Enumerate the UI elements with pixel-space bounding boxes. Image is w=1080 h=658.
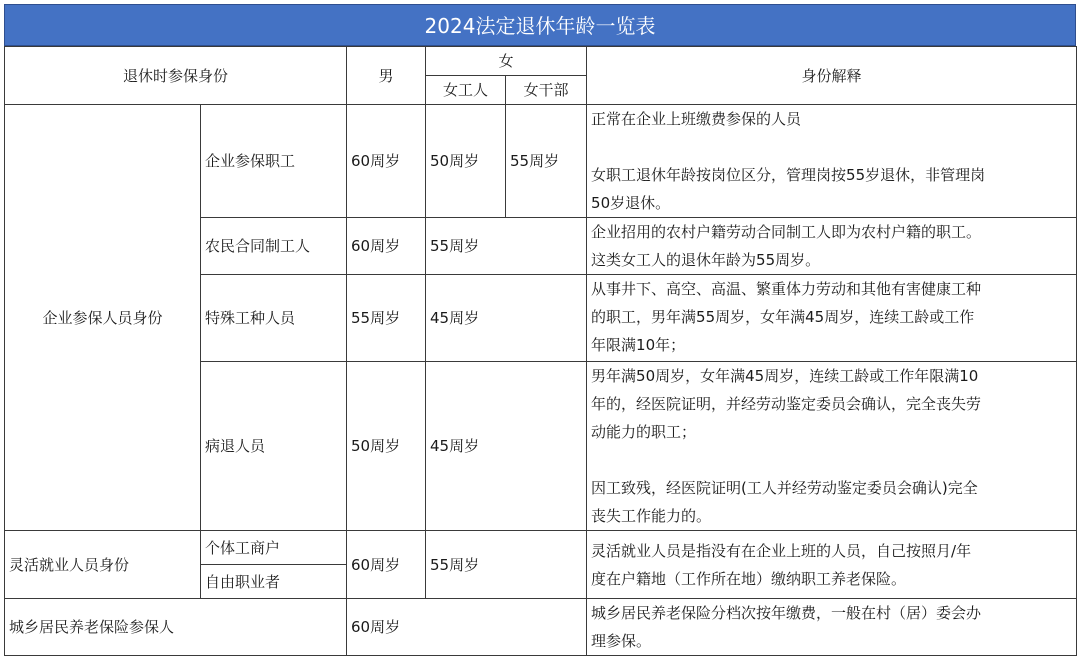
desc-line: 年的，经医院证明，并经劳动鉴定委员会确认，完全丧失劳 — [591, 395, 982, 413]
header-identity: 退休时参保身份 — [5, 47, 347, 105]
desc-line: 因工致残，经医院证明(工人并经劳动鉴定委员会确认)完全 — [591, 479, 978, 497]
row-female-age: 55周岁 — [426, 531, 587, 599]
header-female-cadre: 女干部 — [506, 76, 587, 105]
row-type: 企业参保职工 — [201, 105, 347, 218]
desc-line: 动能力的职工； — [591, 423, 697, 441]
desc-line: 男年满50周岁，女年满45周岁，连续工龄或工作年限满10 — [591, 367, 979, 385]
row-type: 个体工商户 — [201, 531, 347, 565]
group-flexible: 灵活就业人员身份 — [5, 531, 201, 599]
retirement-age-table — [4, 46, 1077, 656]
desc-line: 企业招用的农村户籍劳动合同制工人即为农村户籍的职工。 — [591, 223, 982, 241]
row-type: 特殊工种人员 — [201, 275, 347, 362]
desc-line: 理参保。 — [591, 632, 652, 650]
row-male-age: 60周岁 — [347, 531, 426, 599]
desc-line: 从事井下、高空、高温、繁重体力劳动和其他有害健康工种 — [591, 280, 982, 298]
retirement-age-sheet — [4, 4, 1076, 656]
row-type: 农民合同制工人 — [201, 218, 347, 275]
group-enterprise: 企业参保人员身份 — [5, 105, 201, 531]
header-female-worker: 女工人 — [426, 76, 506, 105]
header-explanation: 身份解释 — [587, 47, 1077, 105]
desc-line: 灵活就业人员是指没有在企业上班的人员，自己按照月/年 — [591, 541, 972, 560]
table-title: 2024法定退休年龄一览表 — [4, 4, 1076, 46]
row-male-age: 55周岁 — [347, 275, 426, 362]
desc-line: 年限满10年； — [591, 336, 686, 354]
row-male-age: 60周岁 — [347, 218, 426, 275]
desc-line: 的职工，男年满55周岁，女年满45周岁，连续工龄或工作 — [591, 308, 975, 326]
row-male-age: 60周岁 — [347, 105, 426, 218]
row-female-cadre-age: 55周岁 — [506, 105, 587, 218]
header-female: 女 — [426, 47, 587, 76]
row-male-age: 50周岁 — [347, 362, 426, 531]
desc-line: 城乡居民养老保险分档次按年缴费，一般在村（居）委会办 — [591, 604, 982, 622]
row-description — [587, 599, 1077, 656]
row-female-worker-age: 50周岁 — [426, 105, 506, 218]
header-male: 男 — [347, 47, 426, 105]
desc-line: 这类女工人的退休年龄为55周岁。 — [591, 251, 821, 269]
row-description — [587, 362, 1077, 531]
row-description — [587, 105, 1077, 218]
desc-line: 50岁退休。 — [591, 194, 671, 212]
row-type: 病退人员 — [201, 362, 347, 531]
row-male-age: 60周岁 — [347, 599, 587, 656]
desc-line: 度在户籍地（工作所在地）缴纳职工养老保险。 — [591, 569, 907, 588]
row-female-age: 45周岁 — [426, 275, 587, 362]
row-description — [587, 531, 1077, 599]
desc-line: 女职工退休年龄按岗位区分，管理岗按55岁退休，非管理岗 — [591, 166, 986, 184]
row-female-age: 45周岁 — [426, 362, 587, 531]
row-description — [587, 218, 1077, 275]
row-female-age: 55周岁 — [426, 218, 587, 275]
desc-line: 丧失工作能力的。 — [591, 507, 712, 525]
row-description — [587, 275, 1077, 362]
row-type: 自由职业者 — [201, 565, 347, 599]
desc-line: 正常在企业上班缴费参保的人员 — [591, 110, 802, 128]
group-resident: 城乡居民养老保险参保人 — [5, 599, 347, 656]
